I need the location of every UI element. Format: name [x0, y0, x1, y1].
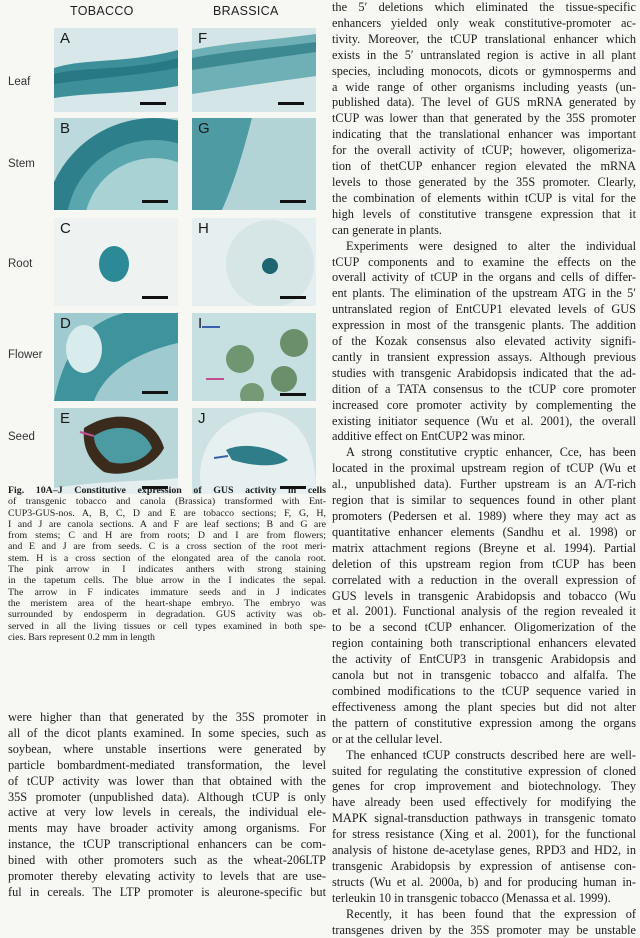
- caption-line: the meristem area of the heart-shape embryo. The embryo was: [8, 597, 326, 609]
- text-line: Experiments were designed to alter the individual: [346, 238, 636, 253]
- caption-line: CUP3-GUS-nos. A, B, C, D and E are tobacco sections; F, G, H,: [8, 507, 326, 519]
- text-line: the combination of elements within tCUP is vital for the: [332, 190, 636, 205]
- text-line: increased core promoter activity by complementing the: [332, 397, 636, 412]
- text-line: active at very low levels in cereals, the individual ele-: [8, 805, 326, 820]
- panel-c-tobacco-root: [54, 218, 178, 306]
- text-line: enhancers yielded only weak constitutive-promoter ac-: [332, 15, 636, 30]
- caption-line: cies. Bars represent 0.2 mm in length: [8, 631, 155, 643]
- text-line: for the overall activity of tCUP; however, oligomeriza-: [332, 143, 636, 158]
- text-line: Recently, it has been found that the expression of: [346, 906, 636, 921]
- panel-d-tobacco-flower: [54, 313, 178, 401]
- text-line: structs (Wu et al. 2000a, b) and for producing human in-: [332, 874, 636, 889]
- text-line: cantly in transient expression assays. Although previous: [332, 349, 636, 364]
- text-line: have already been used effectively for modifying the: [332, 795, 636, 810]
- panel-letter-b: B: [60, 120, 71, 137]
- text-line: all of the dicot plants examined. In some species, such as: [8, 725, 326, 740]
- text-line: tion of thetCUP enhancer region elevated the mRNA: [332, 159, 636, 174]
- panel-letter-c: C: [60, 220, 71, 237]
- text-line: existing initiator sequence (Wu et al. 2001), the overall: [332, 413, 636, 428]
- text-line: region containing both transcriptional enhancers elevated: [332, 636, 636, 651]
- text-line: dition of a TATA consensus to the tCUP core promoter: [332, 381, 636, 396]
- panel-g-brassica-stem: [192, 118, 316, 210]
- column-heading-brassica: BRASSICA: [213, 4, 279, 18]
- text-line: deletion of this upstream region from tCUP has been: [332, 556, 636, 571]
- caption-line: of transgenic tobacco and canola (Brassica) transformed with Ent-: [8, 496, 326, 508]
- row-label-seed: Seed: [8, 431, 35, 443]
- caption-line: The pink arrow in I indicates anthers with strong staining: [8, 564, 326, 576]
- text-line: particle bombardment-mediated transformation, the level: [8, 757, 326, 772]
- right-text-column: [332, 0, 636, 938]
- text-line: levels to those generated by the 35S promoter. Clearly,: [332, 174, 636, 189]
- text-line: effectiveness among the plant species but did not alter: [332, 699, 636, 714]
- text-line: analysis of histone de-acetylase genes, RPD3 and HD2, in: [332, 843, 636, 858]
- figure-caption: [8, 485, 326, 643]
- text-line: indicating that the translational enhancer was important: [332, 127, 636, 142]
- panel-letter-f: F: [198, 30, 208, 47]
- text-line: species, including monocots, dicots or gymnosperms and: [332, 63, 636, 78]
- text-line: for stress resistance (Xing et al. 2001), for the functional: [332, 827, 636, 842]
- text-line: suited for regulating the constitutive expression of cloned: [332, 763, 636, 778]
- text-line: a wide range of other organisms including yeasts (un-: [332, 79, 636, 94]
- text-line: region that is similar to sequences found in other plant: [332, 493, 636, 508]
- text-line: of tCUP activity was lower than that obtained with the: [8, 773, 326, 788]
- text-line: or at the cellular level.: [332, 731, 443, 746]
- text-line: MAPK signal-transduction pathways in transgenic tomato: [332, 811, 636, 826]
- panel-f-brassica-leaf: [192, 28, 316, 112]
- text-line: exists in the 5′ untranslated region is active in all plant: [332, 47, 636, 62]
- caption-line: stem. H is a cross section of the elongated area of the canola root.: [8, 552, 326, 564]
- text-line: high levels of constitutive transgene expression that it: [332, 206, 636, 221]
- panel-j-brassica-seed: [192, 408, 316, 494]
- text-line: bined with other promoters such as the wheat-206LTP: [8, 853, 326, 868]
- left-text-column: [8, 710, 326, 901]
- caption-line: Fig. 10A–J Constitutive expression of GUS activity in cells: [8, 485, 326, 496]
- text-line: et al. 2001). Functional analysis of the region revealed it: [332, 604, 636, 619]
- caption-line: in the tapetum cells. The blue arrow in the I indicates the sepal.: [8, 575, 326, 587]
- caption-line: surrounded by endosperm in degradation. GUS activity was ob-: [8, 609, 326, 621]
- text-line: ent plants. The elimination of the upstream ATG in the 5′: [332, 286, 636, 301]
- panel-h-brassica-root: [192, 218, 316, 306]
- text-line: published data). The level of GUS mRNA generated by: [332, 95, 636, 110]
- panel-e-tobacco-seed: [54, 408, 178, 494]
- text-line: GUS levels in transgenic Arabidopsis and tobacco (Wu: [332, 588, 636, 603]
- text-line: al., unpublished data). Further upstream is an A/T-rich: [332, 477, 636, 492]
- caption-line: from stems; C and H are from roots; D and I are from flowers;: [8, 530, 326, 542]
- text-line: expression in most of the transgenic plants. The addition: [332, 318, 636, 333]
- panel-letter-i: I: [198, 315, 203, 332]
- text-line: ful in cereals. The LTP promoter is aleurone-specific but: [8, 884, 326, 899]
- text-line: untranslated region of EntCUP1 elevated levels of GUS: [332, 302, 636, 317]
- panel-letter-a: A: [60, 30, 71, 47]
- column-heading-tobacco: TOBACCO: [70, 4, 134, 18]
- text-line: combined modifications to the tCUP sequence varied in: [332, 683, 636, 698]
- caption-line: I and J are canola sections. A and F are leaf sections; B and G are: [8, 518, 326, 530]
- text-line: genes for crop improvement and biotechnology. They: [332, 779, 636, 794]
- text-line: A strong constitutive cryptic enhancer, Cce, has been: [346, 445, 636, 460]
- text-line: the activity of EntCUP3 in transgenic Arabidopsis and: [332, 652, 636, 667]
- text-line: to be a second tCUP enhancer. Oligomerization of the: [332, 620, 636, 635]
- text-line: located in the proximal upstream region of tCUP (Wu et: [332, 461, 636, 476]
- caption-line: The arrow in F indicates immature seeds and in J indicates: [8, 586, 326, 598]
- text-line: the pattern of constitutive expression among the organs: [332, 715, 636, 730]
- text-line: transgenic Arabidopsis by expression of antisense con-: [332, 858, 636, 873]
- panel-a-tobacco-leaf: [54, 28, 178, 112]
- text-line: were higher than that generated by the 35S promoter in: [8, 710, 326, 724]
- text-line: instance, the tCUP transcriptional enhancers can be com-: [8, 837, 326, 852]
- text-line: quantitative enhancer elements (Sandhu et al. 1998) or: [332, 524, 636, 539]
- figure-10: [0, 0, 325, 480]
- row-label-leaf: Leaf: [8, 76, 31, 88]
- caption-line: and E and J are from seeds. C is a cross section of the root meri-: [8, 541, 326, 553]
- text-line: additive effect on EntCUP2 was minor.: [332, 429, 526, 444]
- text-line: soybean, where unstable insertions were generated by: [8, 741, 326, 756]
- text-line: tCUP components and to examine the effects on the: [332, 254, 636, 269]
- caption-line: served in all the living tissues or cell types examined in both spe-: [8, 620, 326, 632]
- text-line: The enhanced tCUP constructs described here are well-: [346, 747, 636, 762]
- row-label-stem: Stem: [8, 158, 35, 170]
- panel-letter-j: J: [198, 410, 206, 427]
- row-label-root: Root: [8, 258, 33, 270]
- text-line: can generate in plants.: [332, 222, 442, 237]
- text-line: of the Kozak consensus also elevated activity signifi-: [332, 334, 636, 349]
- panel-letter-g: G: [198, 120, 210, 137]
- text-line: correlated with a reduction in the overall expression of: [332, 572, 636, 587]
- text-line: transgenes driven by the 35S promoter may be unstable: [332, 922, 636, 937]
- text-line: overall activity of tCUP in the organs and cells of differ-: [332, 270, 636, 285]
- panel-letter-h: H: [198, 220, 209, 237]
- text-line: ments may have broader activity among organisms. For: [8, 821, 326, 836]
- text-line: 35S promoter (unpublished data). Although tCUP is only: [8, 789, 326, 804]
- text-line: terleukin 10 in transgenic tobacco (Menassa et al. 1999).: [332, 890, 611, 905]
- text-line: tivity. Moreover, the tCUP translational enhancer which: [332, 31, 636, 46]
- text-line: the 5′ deletions which eliminated the tissue-specific: [332, 0, 636, 14]
- panel-letter-d: D: [60, 315, 71, 332]
- text-line: promoters (Pedersen et al. 1989) where they may act as: [332, 509, 636, 523]
- panel-b-tobacco-stem: [54, 118, 178, 210]
- panel-i-brassica-flower: [192, 313, 316, 401]
- text-line: matrix attachment regions (Breyne et al. 1994). Partial: [332, 540, 636, 555]
- text-line: tCUP was lower than that generated by the 35S promoter: [332, 111, 636, 126]
- text-line: canola but not in transgenic tobacco and alfalfa. The: [332, 668, 636, 683]
- panel-letter-e: E: [60, 410, 71, 427]
- text-line: promoter thereby elevating activity to levels that are use-: [8, 869, 326, 884]
- row-label-flower: Flower: [8, 349, 43, 361]
- text-line: studies with transgenic Arabidopsis indicated that the ad-: [332, 365, 636, 380]
